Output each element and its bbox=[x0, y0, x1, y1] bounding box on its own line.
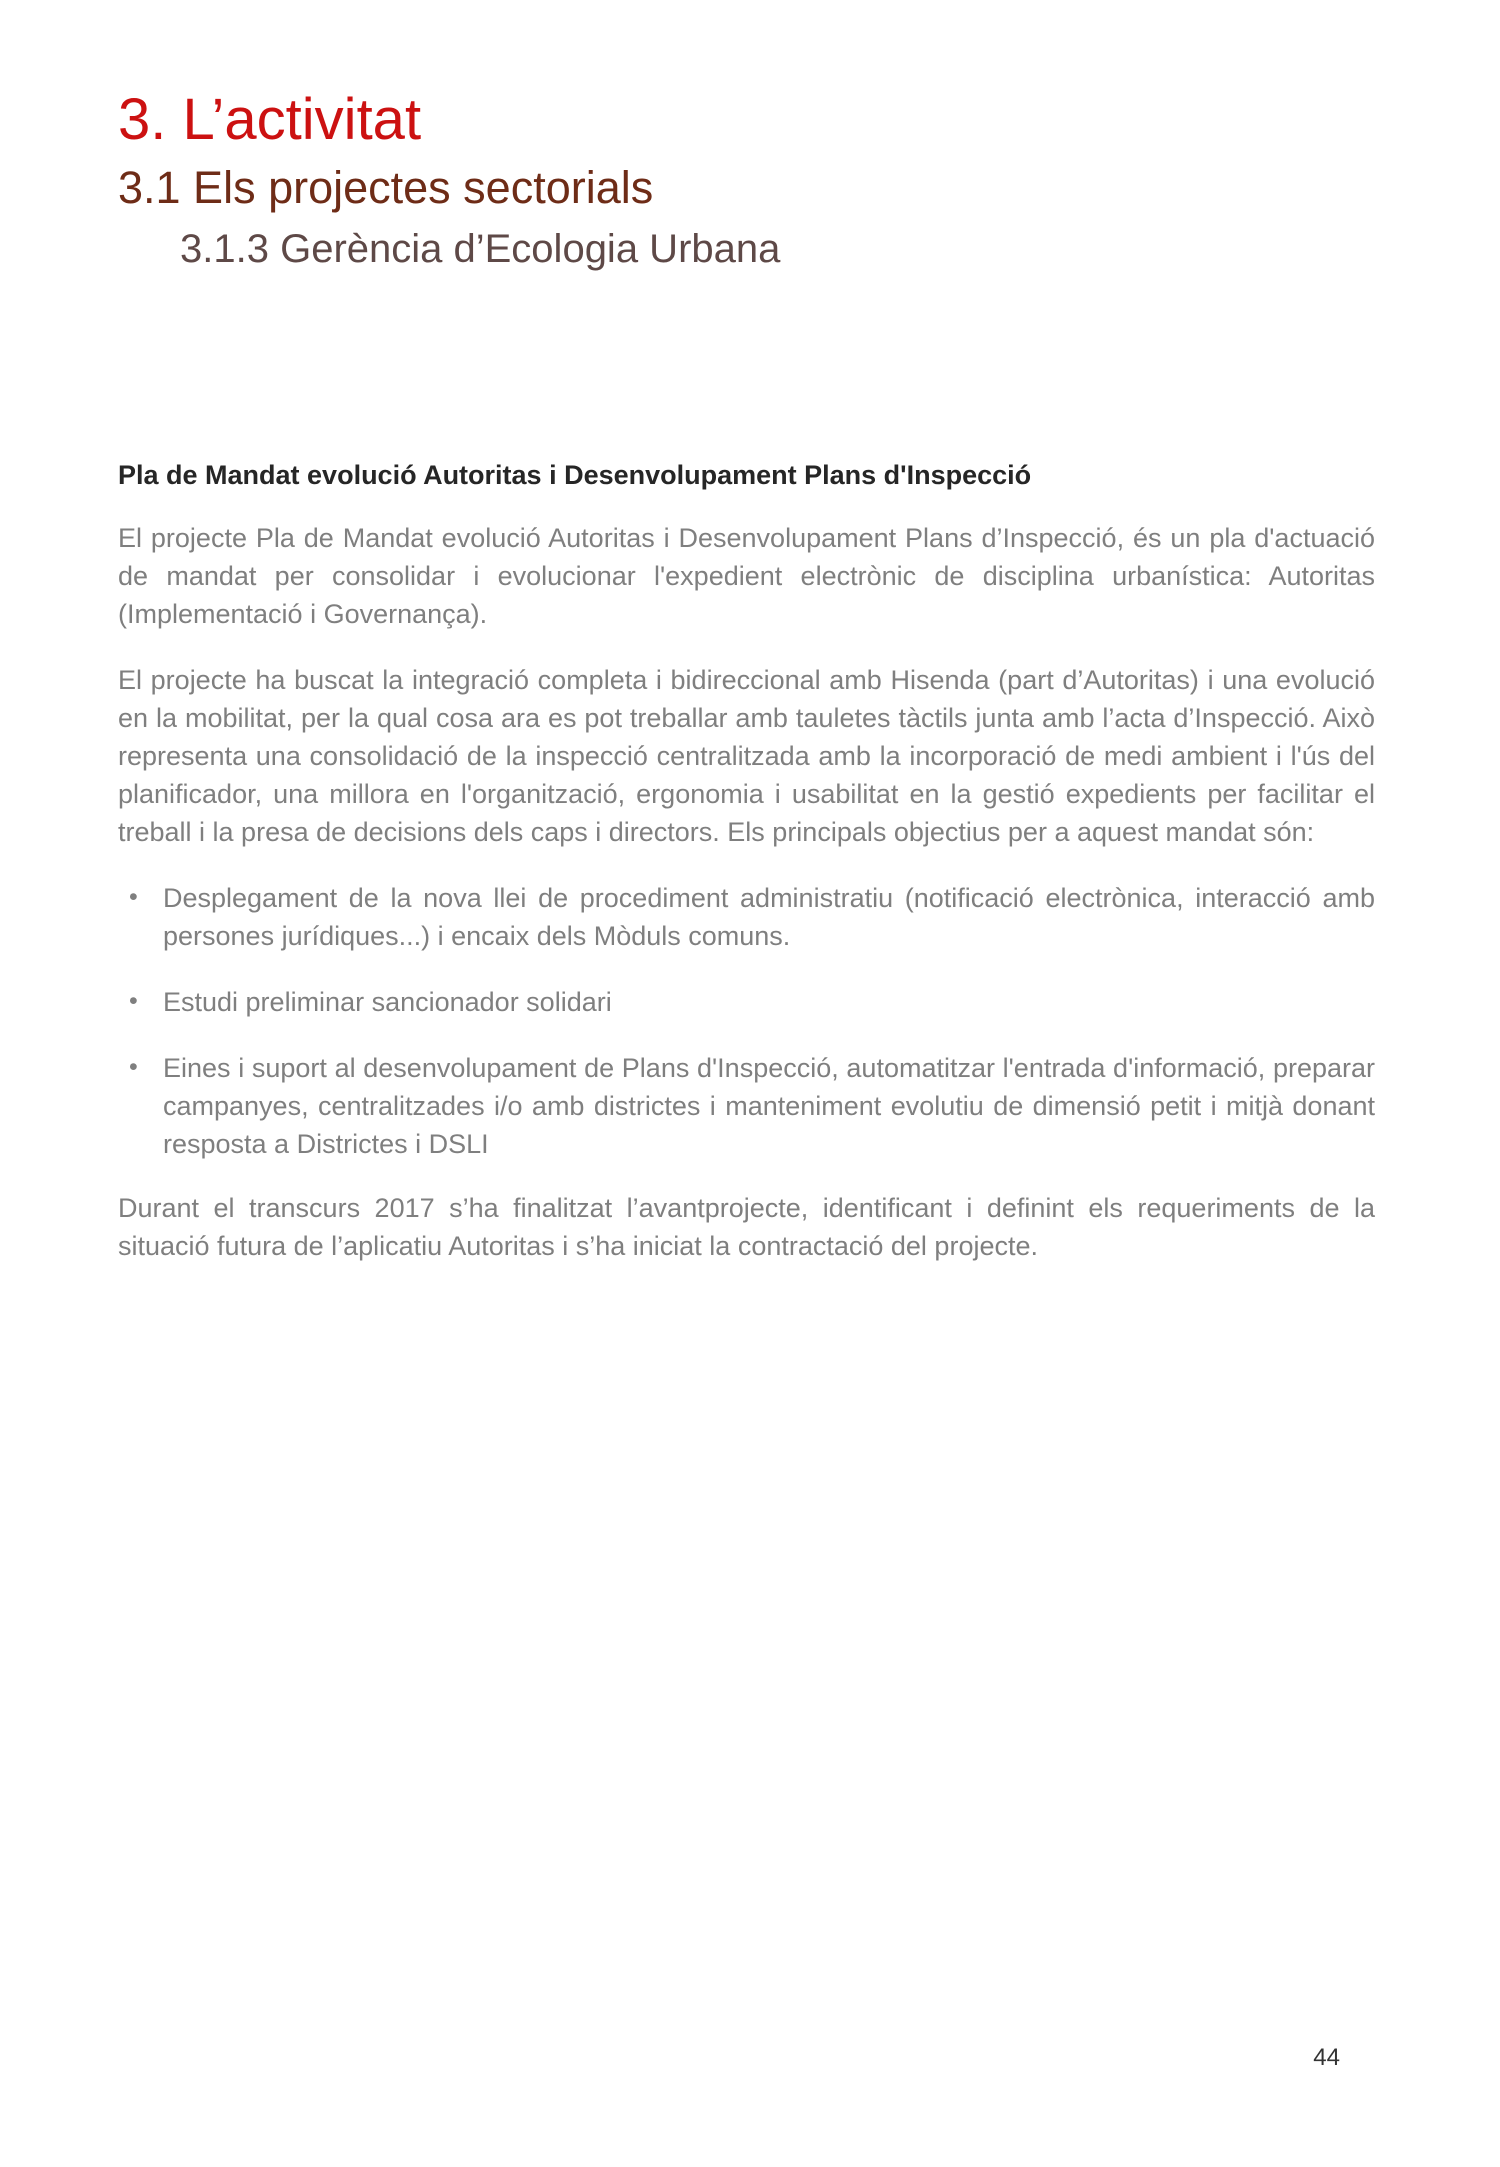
objectives-bullet-list bbox=[118, 879, 1375, 1163]
page-number: 44 bbox=[1313, 2044, 1340, 2071]
bullet-item: • Estudi preliminar sancionador solidari bbox=[163, 983, 1375, 1021]
section-heading: 3.1 Els projectes sectorials bbox=[118, 161, 654, 213]
chapter-heading: 3. L’activitat bbox=[118, 87, 422, 152]
subsection-heading: 3.1.3 Gerència d’Ecologia Urbana bbox=[180, 226, 781, 271]
paragraph-status: Durant el transcurs 2017 s’ha finalitzat l’avantprojecte, identificant i definint els requeriments de la situació futura de l’aplicatiu Autoritas i s’ha iniciat la contractació del projecte. bbox=[118, 1192, 1375, 1261]
paragraph-intro: El projecte Pla de Mandat evolució Autoritas i Desenvolupament Plans d’Inspecció, és un pla d'actuació de mandat per consolidar i evolucionar l'expedient electrònic de disciplina urbanística: Autoritas (Implementació i Governança). bbox=[118, 522, 1375, 629]
paragraph-description: El projecte ha buscat la integració completa i bidireccional amb Hisenda (part d’Autoritas) i una evolució en la mobilitat, per la qual cosa ara es pot treballar amb tauletes tàctils junta amb l’acta d’Inspecció. Això representa una consolidació de la inspecció centralitzada amb la incorporació de medi ambient i l'ús del planificador, una millora en l'organització, ergonomia i usabilitat en la gestió expedients per facilitar el treball i la presa de decisions dels caps i directors. Els principals objectius per a aquest mandat són: bbox=[118, 664, 1375, 847]
bullet-item: • Desplegament de la nova llei de procediment administratiu (notificació electrònica, interacció amb persones jurídiques...) i encaix dels Mòduls comuns. bbox=[163, 879, 1375, 955]
bullet-item: • Eines i suport al desenvolupament de Plans d'Inspecció, automatitzar l'entrada d'informació, preparar campanyes, centralitzades i/o amb districtes i manteniment evolutiu de dimensió petit i mitjà donant resposta a Districtes i DSLI bbox=[163, 1049, 1375, 1163]
project-title: Pla de Mandat evolució Autoritas i Desenvolupament Plans d'Inspecció bbox=[118, 459, 1032, 490]
